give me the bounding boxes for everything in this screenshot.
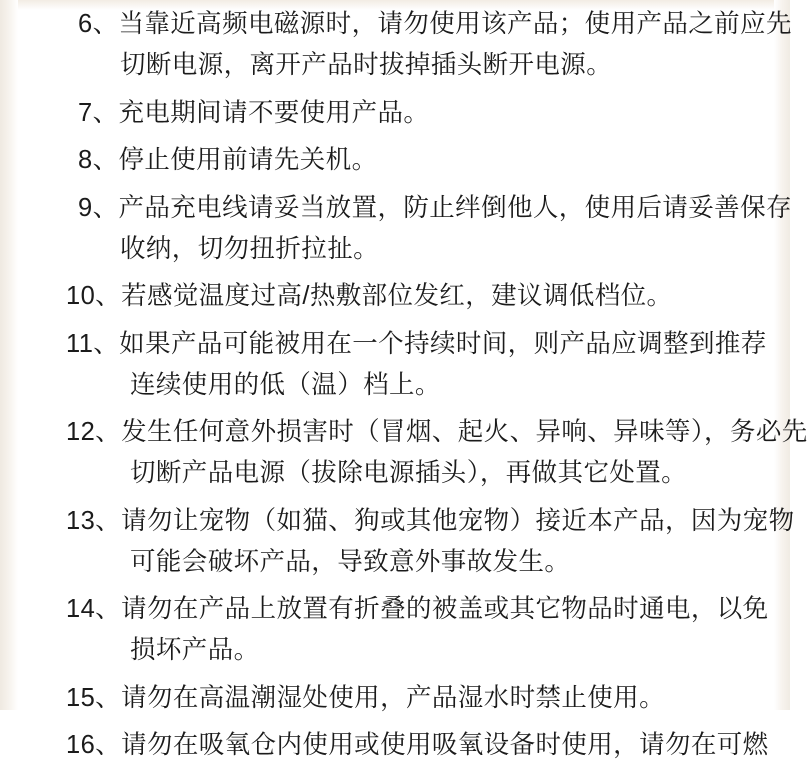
list-item-line: 15、请勿在高温潮湿处使用，产品湿水时禁止使用。	[66, 683, 665, 712]
list-item-line: 7、充电期间请不要使用产品。	[78, 98, 430, 127]
list-item-line: 9、产品充电线请妥当放置，防止绊倒他人，使用后请妥善保存	[78, 193, 792, 222]
list-item-line: 连续使用的低（温）档上。	[130, 370, 441, 399]
list-item	[30, 276, 760, 317]
list-item-line: 6、当靠近高频电磁源时，请勿使用该产品；使用产品之前应先	[78, 10, 792, 38]
list-item	[30, 501, 795, 583]
list-item	[30, 678, 760, 719]
list-item-line: 收纳，切勿扭折拉扯。	[120, 234, 380, 263]
list-item-line: 10、若感觉温度过高/热敷部位发红，建议调低档位。	[66, 282, 673, 310]
list-item-line: 16、请勿在吸氧仓内使用或使用吸氧设备时使用，请勿在可燃	[66, 731, 769, 759]
list-item	[30, 589, 769, 671]
list-item	[30, 188, 792, 270]
list-item-line: 12、发生任何意外损害时（冒烟、起火、异响、异味等），务必先	[66, 418, 808, 446]
list-item	[30, 412, 808, 494]
list-item-line: 切断产品电源（拔除电源插头），再做其它处置。	[130, 459, 688, 487]
list-item-line: 14、请勿在产品上放置有折叠的被盖或其它物品时通电，以免	[66, 595, 769, 623]
list-item-line: 切断电源，离开产品时拔掉插头断开电源。	[120, 51, 613, 79]
list-item-line: 损坏产品。	[130, 636, 260, 664]
list-item-line: 8、停止使用前请先关机。	[78, 146, 378, 174]
list-item-line: 可能会破坏产品，导致意外事故发生。	[130, 547, 571, 576]
list-item	[30, 4, 792, 86]
list-item-line: 11、如果产品可能被用在一个持续时间，则产品应调整到推荐	[66, 329, 767, 358]
list-item	[30, 725, 769, 766]
list-item	[30, 140, 760, 181]
list-item	[30, 93, 760, 134]
list-item-line: 13、请勿让宠物（如猫、狗或其他宠物）接近本产品，因为宠物	[66, 506, 795, 535]
list-item	[30, 324, 767, 406]
